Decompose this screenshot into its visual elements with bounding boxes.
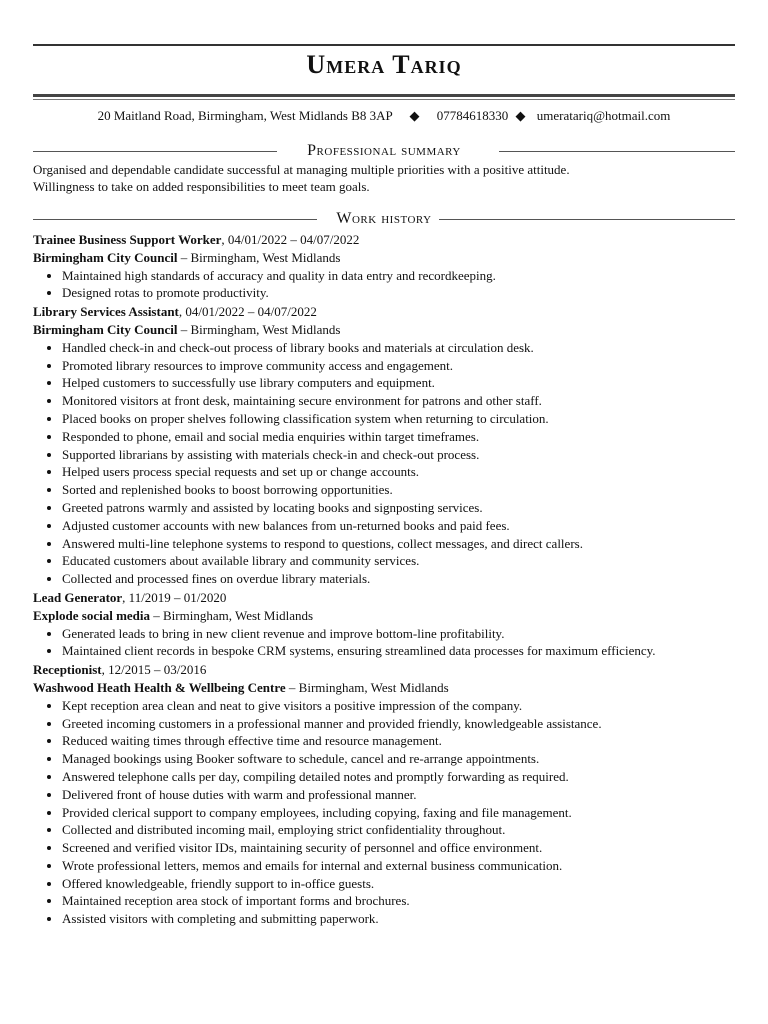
employer-location: – Birmingham, West Midlands [177,249,341,265]
bullet-item: • Collected and processed fines on overdue library materials. [62,570,735,588]
job-dates: , 12/2015 – 03/2016 [101,662,207,678]
bullet-item: • Responded to phone, email and social media enquiries within target timeframes. [62,428,735,446]
name-underline-thin [33,99,735,100]
bullet-item: • Helped users process special requests and set up or change accounts. [62,463,735,481]
job-title: Receptionist [33,662,102,678]
bullet-item: • Reduced waiting times through effective time and resource management. [62,732,735,750]
summary-line-1: Organised and dependable candidate successful at managing multiple priorities with a positive attitude. [33,162,570,177]
bullet-item: • Kept reception area clean and neat to give visitors a positive impression of the company. [62,697,735,715]
job-entry [33,661,735,928]
job-bullets [33,625,735,661]
bullet-item: • Monitored visitors at front desk, maintaining secure environment for patrons and other staff. [62,392,735,410]
bullet-item: • Adjusted customer accounts with new balances from un-returned books and paid fees. [62,517,735,535]
work-section-heading [33,210,735,230]
employer-location: – Birmingham, West Midlands [177,321,341,337]
bullet-item: • Helped customers to successfully use library computers and equipment. [62,374,735,392]
top-rule [33,44,735,46]
job-dates: , 04/01/2022 – 04/07/2022 [178,304,317,320]
diamond-separator-icon: ◆ [515,108,526,123]
bullet-item: • Promoted library resources to improve community access and engagement. [62,357,735,375]
contact-email: umeratariq@hotmail.com [536,108,671,123]
bullet-item: • Managed bookings using Booker software to schedule, cancel and re-arrange appointments. [62,750,735,768]
contact-line [0,108,768,124]
employer-name: Birmingham City Council [33,249,178,265]
job-bullets [33,267,735,303]
job-entry [33,303,735,588]
summary-line-2: Willingness to take on added responsibilities to meet team goals. [33,179,370,194]
contact-phone: 07784618330 [436,108,509,123]
bullet-item: • Answered telephone calls per day, compiling detailed notes and promptly forwarding as required. [62,768,735,786]
employer-line [33,607,735,625]
summary-section-heading [33,142,735,162]
bullet-item: • Assisted visitors with completing and submitting paperwork. [62,910,735,928]
work-heading: Work history [336,210,432,227]
job-entry [33,589,735,660]
bullet-item: • Supported librarians by assisting with materials check-in and check-out process. [62,446,735,464]
job-title-line [33,661,735,679]
employer-name: Birmingham City Council [33,321,178,337]
heading-rule-right [439,219,735,220]
bullet-item: • Offered knowledgeable, friendly support to in-office guests. [62,875,735,893]
job-dates: , 04/01/2022 – 04/07/2022 [221,232,360,247]
bullet-item: • Answered multi-line telephone systems to respond to questions, collect messages, and direct callers. [62,535,735,553]
job-dates: , 11/2019 – 01/2020 [122,589,227,605]
job-bullets [33,339,735,588]
job-title-line [33,589,735,607]
candidate-name: Umera Tariq [306,50,462,79]
bullet-item: • Delivered front of house duties with warm and professional manner. [62,786,735,804]
diamond-separator-icon: ◆ [409,108,420,123]
bullet-item: • Generated leads to bring in new client revenue and improve bottom-line profitability. [62,625,735,643]
bullet-item: • Wrote professional letters, memos and emails for internal and external business communication. [62,857,735,875]
employer-location: – Birmingham, West Midlands [285,679,449,695]
employer-line [33,249,735,267]
employer-line [33,321,735,339]
job-title: Lead Generator [33,589,123,605]
summary-text [33,161,735,195]
bullet-item: • Maintained high standards of accuracy and quality in data entry and recordkeeping. [62,267,735,285]
job-bullets [33,697,735,928]
job-title-line [33,303,735,321]
bullet-item: • Educated customers about available library and community services. [62,552,735,570]
bullet-item: • Sorted and replenished books to boost borrowing opportunities. [62,481,735,499]
employer-name: Washwood Heath Health & Wellbeing Centre [33,679,286,695]
bullet-item: • Placed books on proper shelves following classification system when returning to circulation. [62,410,735,428]
work-history-list [33,231,735,929]
name-underline-thick [33,94,735,97]
bullet-item: • Screened and verified visitor IDs, maintaining security of personnel and office environment. [62,839,735,857]
employer-name: Explode social media [33,607,151,623]
employer-location: – Birmingham, West Midlands [150,607,314,623]
summary-heading: Professional summary [307,142,461,159]
bullet-item: • Handled check-in and check-out process of library books and materials at circulation desk. [62,339,735,357]
job-title: Trainee Business Support Worker [33,232,222,247]
job-title: Library Services Assistant [33,304,179,320]
employer-line [33,679,735,697]
job-entry [33,231,735,302]
bullet-item: • Maintained client records in bespoke CRM systems, ensuring streamlined data processes for maximum efficiency. [62,642,735,660]
bullet-item: • Collected and distributed incoming mail, employing strict confidentiality throughout. [62,821,735,839]
bullet-item: • Maintained reception area stock of important forms and brochures. [62,892,735,910]
bullet-item: • Greeted patrons warmly and assisted by locating books and signposting services. [62,499,735,517]
job-title-line [33,231,735,249]
bullet-item: • Greeted incoming customers in a professional manner and provided friendly, knowledgeable assistance. [62,715,735,733]
heading-rule-right [499,151,735,152]
contact-address: 20 Maitland Road, Birmingham, West Midlands B8 3AP [97,108,393,123]
bullet-item: • Provided clerical support to company employees, including copying, faxing and file management. [62,804,735,822]
bullet-item: • Designed rotas to promote productivity. [62,284,735,302]
